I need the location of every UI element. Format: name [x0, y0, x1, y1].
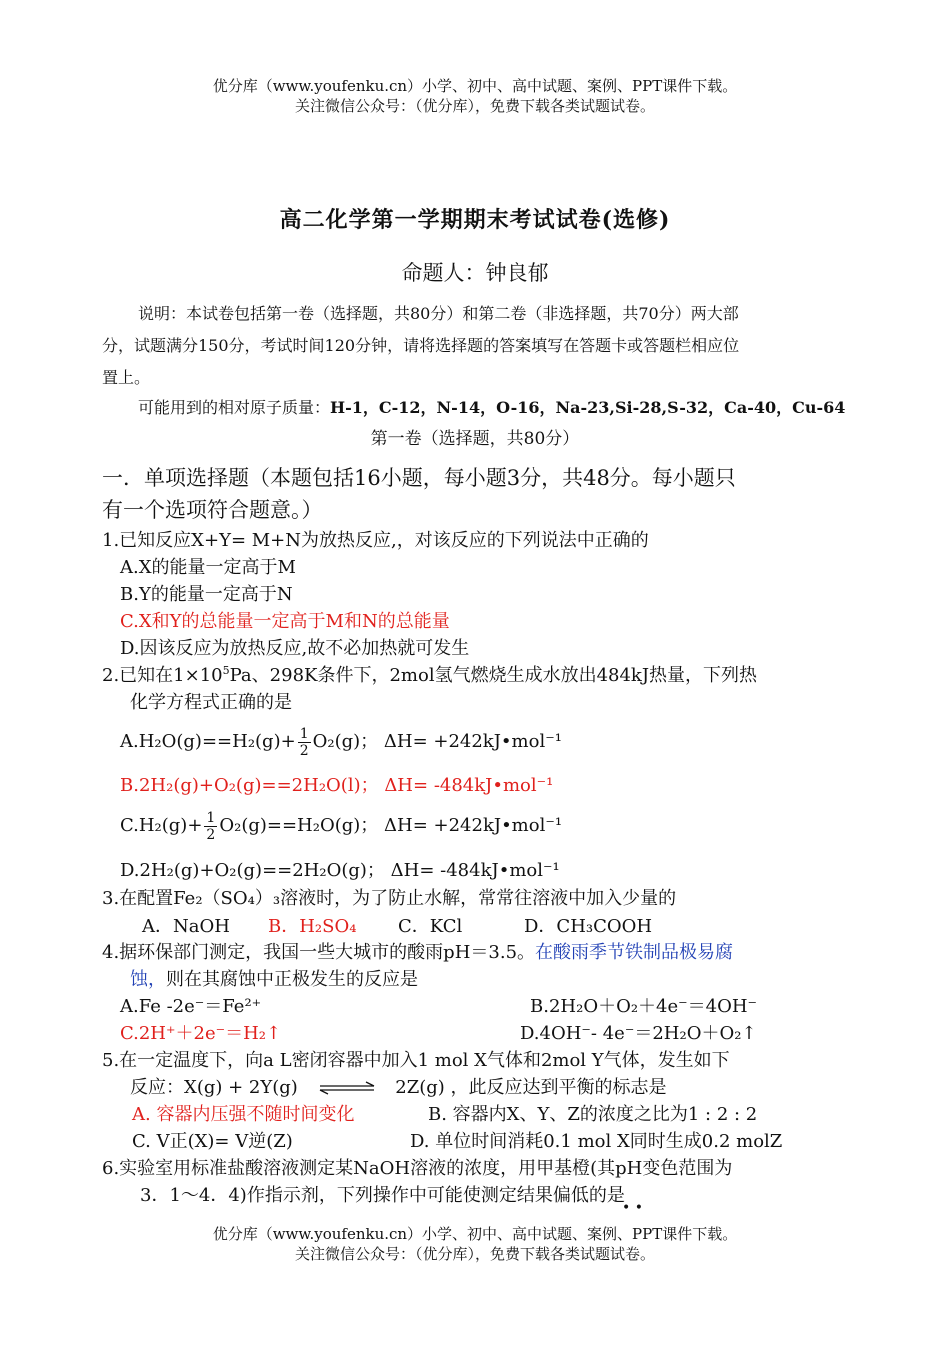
q1-option-c: C.X和Y的总能量一定高于M和N的总能量: [120, 611, 450, 632]
emphasis-dots: • •: [622, 1200, 643, 1216]
q5-option-c: C. V正(X)= V逆(Z): [132, 1131, 293, 1152]
q2-option-d: D.2H₂(g)+O₂(g)==2H₂O(g)； ΔH= -484kJ•mol⁻¹: [120, 860, 560, 881]
q4-option-b: B.2H₂O＋O₂＋4e⁻＝4OH⁻: [530, 996, 758, 1017]
footer-line-1: 优分库（www.youfenku.cn）小学、初中、高中试题、案例、PPT课件下载。: [212, 1225, 738, 1243]
q5-option-b: B. 容器内X、Y、Z的浓度之比为1 : 2 : 2: [428, 1104, 758, 1125]
note-line-3: 置上。: [102, 368, 151, 387]
q5-stem-line-1: 5.在一定温度下，向a L密闭容器中加入1 mol X气体和2mol Y气体，发生如下: [102, 1050, 730, 1071]
q4-stem-highlight-b: 蚀，: [130, 969, 166, 990]
q3-option-b: B．H₂SO₄: [268, 916, 357, 937]
q2-stem-part-a: 2.已知在1×10: [102, 665, 223, 686]
fraction-numerator: 1: [299, 725, 309, 742]
q5-option-d: D. 单位时间消耗0.1 mol X同时生成0.2 molZ: [410, 1131, 783, 1152]
fraction-denominator: 2: [206, 826, 216, 843]
q5-stem-right: 2Z(g) ，此反应达到平衡的标志是: [395, 1077, 667, 1098]
q2-stem-part-b: Pa、298K条件下，2mol氢气燃烧生成水放出484kJ热量，下列热: [229, 665, 758, 686]
q3-option-d: D．CH₃COOH: [524, 916, 653, 937]
q5-stem-line-2: [130, 1073, 667, 1099]
section-heading-line-1: 一．单项选择题（本题包括16小题，每小题3分，共48分。每小题只: [102, 466, 736, 490]
fraction-one-half: [204, 810, 217, 843]
q2-stem-line-2: 化学方程式正确的是: [130, 692, 292, 713]
q2-option-a: [120, 716, 562, 768]
equilibrium-arrow-icon: [318, 1081, 376, 1095]
q3-stem: 3.在配置Fe₂（SO₄）₃溶液时，为了防止水解，常常往溶液中加入少量的: [102, 888, 677, 909]
q2-option-c: [120, 800, 562, 852]
fraction-one-half: [298, 726, 311, 759]
note-line-1: 说明：本试卷包括第一卷（选择题，共80分）和第二卷（非选择题，共70分）两大部: [138, 304, 739, 323]
q3-option-c: C．KCl: [398, 916, 463, 937]
atomic-masses-label: 可能用到的相对原子质量：: [138, 398, 331, 417]
q6-stem-line-1: 6.实验室用标准盐酸溶液测定某NaOH溶液的浓度，用甲基橙(其pH变色范围为: [102, 1158, 733, 1179]
q2-option-a-right: O₂(g)； ΔH= +242kJ•mol⁻¹: [312, 731, 562, 752]
q6-stem-line-2: 3．1～4．4)作指示剂，下列操作中可能使测定结果偏低的是: [140, 1185, 625, 1206]
author: 命题人：钟良郁: [401, 261, 549, 285]
q4-option-a: A.Fe -2e⁻＝Fe²⁺: [120, 996, 262, 1017]
q3-option-a: A．NaOH: [142, 916, 230, 937]
fraction-denominator: 2: [299, 742, 309, 759]
q4-option-d: D.4OH⁻- 4e⁻＝2H₂O＋O₂↑: [520, 1023, 757, 1044]
page-title: 高二化学第一学期期末考试试卷(选修): [279, 207, 671, 233]
header-line-1: 优分库（www.youfenku.cn）小学、初中、高中试题、案例、PPT课件下载。: [212, 77, 738, 95]
q2-option-c-left: C.H₂(g)+: [120, 815, 203, 836]
fraction-numerator: 1: [206, 809, 216, 826]
part-one-heading: 第一卷（选择题，共80分）: [370, 429, 580, 449]
q4-stem-part-b: 则在其腐蚀中正极发生的反应是: [166, 969, 418, 990]
q4-stem-highlight-a: 在酸雨季节铁制品极易腐: [535, 942, 734, 963]
q5-stem-left: 反应：X(g) + 2Y(g): [130, 1077, 298, 1098]
q2-option-b: B.2H₂(g)+O₂(g)==2H₂O(l)； ΔH= -484kJ•mol⁻¹: [120, 775, 554, 796]
header-line-2: 关注微信公众号：（优分库），免费下载各类试题试卷。: [294, 97, 655, 115]
q2-stem-line-1: [102, 661, 757, 687]
q5-option-a: A. 容器内压强不随时间变化: [132, 1104, 355, 1125]
atomic-masses: [138, 392, 845, 424]
atomic-masses-values: H-1，C-12，N-14，O-16，Na-23,Si-28,S-32，Ca-40，Cu-64: [330, 398, 846, 417]
q1-option-d: D.因该反应为放热反应,故不必加热就可发生: [120, 638, 470, 659]
q4-stem-line-2: [130, 965, 418, 991]
note-line-2: 分，试题满分150分，考试时间120分钟，请将选择题的答案填写在答题卡或答题栏相应位: [102, 336, 740, 355]
footer-line-2: 关注微信公众号：（优分库），免费下载各类试题试卷。: [294, 1245, 655, 1263]
section-heading-line-2: 有一个选项符合题意。）: [102, 498, 323, 522]
q4-stem-line-1: [102, 938, 733, 964]
q4-option-c: C.2H⁺＋2e⁻＝H₂↑: [120, 1023, 282, 1044]
q2-option-c-right: O₂(g)==H₂O(g)； ΔH= +242kJ•mol⁻¹: [219, 815, 563, 836]
q2-stem-exponent: 5: [222, 664, 230, 677]
q1-option-b: B.Y的能量一定高于N: [120, 584, 293, 605]
q1-stem: 1.已知反应X+Y= M+N为放热反应,，对该反应的下列说法中正确的: [102, 530, 649, 551]
q2-option-a-left: A.H₂O(g)==H₂(g)+: [120, 731, 296, 752]
q4-stem-part-a: 4.据环保部门测定，我国一些大城市的酸雨pH＝3.5。: [102, 942, 536, 963]
q1-option-a: A.X的能量一定高于M: [120, 557, 296, 578]
